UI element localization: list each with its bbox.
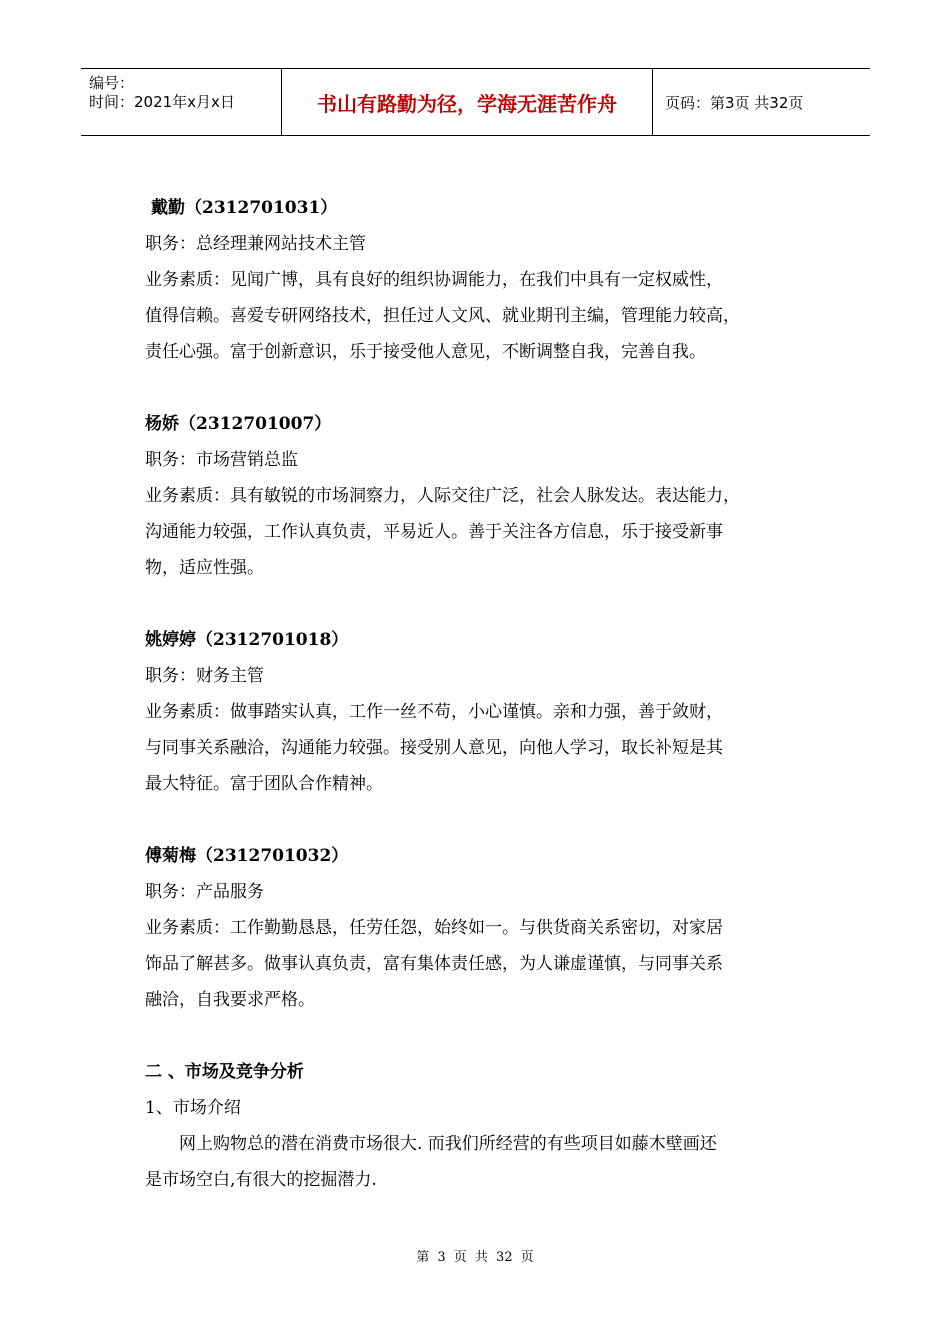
person-role: 职务：总经理兼网站技术主管: [145, 234, 366, 254]
person-desc-line: 最大特征。富于团队合作精神。: [145, 774, 383, 794]
section-paragraph-line: 是市场空白,有很大的挖掘潜力.: [145, 1170, 377, 1190]
page-footer: 第 3 页 共 32 页: [416, 1250, 534, 1265]
person-role: 职务：产品服务: [145, 882, 264, 902]
person-name: 姚婷婷（2312701018）: [145, 630, 349, 650]
person-role: 职务：财务主管: [145, 666, 264, 686]
person-desc-line: 融洽，自我要求严格。: [145, 990, 315, 1010]
page-header: [81, 68, 870, 136]
person-desc-line: 值得信赖。喜爱专研网络技术，担任过人文风、就业期刊主编，管理能力较高，: [145, 306, 740, 326]
document-body: [145, 190, 810, 1198]
person-desc-line: 业务素质：具有敏锐的市场洞察力，人际交往广泛，社会人脉发达。表达能力，: [145, 486, 740, 506]
person-role: 职务：市场营销总监: [145, 450, 298, 470]
section-paragraph-line: 网上购物总的潜在消费市场很大. 而我们所经营的有些项目如藤木壁画还: [179, 1134, 717, 1154]
person-desc-line: 业务素质：工作勤勤恳恳，任劳任怨，始终如一。与供货商关系密切，对家居: [145, 918, 723, 938]
section-title: 二 、市场及竞争分析: [145, 1062, 304, 1082]
person-name: 傅菊梅（2312701032）: [145, 846, 349, 866]
person-name: 戴勤（2312701031）: [151, 198, 338, 218]
person-block: [145, 622, 810, 802]
number-label: 编号：: [89, 74, 135, 92]
person-block: [145, 406, 810, 586]
person-block: [145, 838, 810, 1018]
date-label: 时间：2021年x月x日: [89, 93, 235, 111]
person-desc-line: 业务素质：做事踏实认真，工作一丝不苟，小心谨慎。亲和力强，善于敛财，: [145, 702, 723, 722]
person-desc-line: 责任心强。富于创新意识，乐于接受他人意见，不断调整自我，完善自我。: [145, 342, 706, 362]
header-meta: [81, 69, 281, 135]
header-motto: 书山有路勤为径，学海无涯苦作舟: [281, 69, 653, 135]
header-page-info: 页码：第3页 共32页: [665, 93, 804, 112]
person-block: [145, 190, 810, 370]
section-subtitle: 1、市场介绍: [145, 1098, 241, 1118]
person-desc-line: 沟通能力较强，工作认真负责，平易近人。善于关注各方信息，乐于接受新事: [145, 522, 723, 542]
person-desc-line: 与同事关系融洽，沟通能力较强。接受别人意见，向他人学习，取长补短是其: [145, 738, 723, 758]
market-section: [145, 1054, 810, 1198]
person-desc-line: 饰品了解甚多。做事认真负责，富有集体责任感，为人谦虚谨慎，与同事关系: [145, 954, 723, 974]
person-desc-line: 业务素质：见闻广博，具有良好的组织协调能力，在我们中具有一定权威性，: [145, 270, 723, 290]
person-name: 杨娇（2312701007）: [145, 414, 332, 434]
person-desc-line: 物，适应性强。: [145, 558, 264, 578]
